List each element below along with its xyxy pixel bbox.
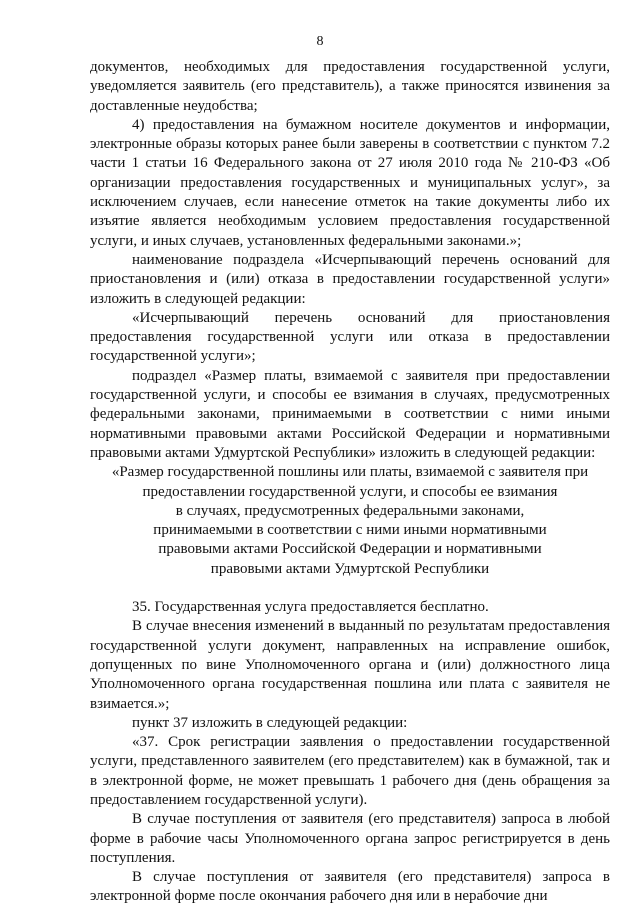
centered-heading-line: «Размер государственной пошлины или платы, взимаемой с заявителя при: [111, 464, 589, 481]
paragraph: подраздел «Размер платы, взимаемой с заявителя при предоставлении государственной услуги, и способы ее взимания в случаях, предусмотренных федеральными законами, принимаемыми в соответствии с ними иными нормативными правовыми актами Российской Федерации и нормативными правовыми актами Удмуртской Республики» изложить в следующей редакции:: [90, 367, 610, 461]
spacer: [90, 579, 610, 598]
page-number: 8: [316, 34, 324, 49]
document-body: [90, 58, 610, 907]
paragraph: «37. Срок регистрации заявления о предоставлении государственной услуги, представленного заявителем (его представителем) как в бумажной, так и в электронной форме, не может превышать 1 рабочего дня (день обращения за предоставлением государственной услуги).: [90, 734, 610, 808]
centered-heading-line: предоставлении государственной услуги, и способы ее взимания: [142, 483, 558, 500]
paragraph: 4) предоставления на бумажном носителе документов и информации, электронные образы которых ранее были заверены в соответствии с пунктом 7.2 части 1 статьи 16 Федерального закона от 27 июля 2010 года № 210-ФЗ «Об организации предоставления государственных и муниципальных услуг», за исключением случаев, если нанесение отметок на такие документы либо их изъятие является необходимым условием предоставления государственной услуги, и иных случаев, установленных федеральными законами.»;: [90, 116, 610, 249]
paragraph: «Исчерпывающий перечень оснований для приостановления предоставления государственной услуги или отказа в предоставлении государственной услуги»;: [90, 309, 610, 365]
centered-heading-line: принимаемыми в соответствии с ними иными нормативными: [153, 522, 547, 539]
paragraph: В случае внесения изменений в выданный по результатам предоставления государственной услуги документ, направленных на исправление ошибок, допущенных по вине Уполномоченного органа и (или) должностного лица Уполномоченного органа государственная пошлина или плата с заявителя не взимается.»;: [90, 618, 610, 712]
paragraph: пункт 37 изложить в следующей редакции:: [132, 714, 408, 731]
centered-heading-line: в случаях, предусмотренных федеральными законами,: [175, 502, 525, 519]
paragraph: 35. Государственная услуга предоставляется бесплатно.: [132, 599, 489, 616]
paragraph: наименование подраздела «Исчерпывающий перечень оснований для приостановления и (или) отказа в предоставлении государственной услуги» изложить в следующей редакции:: [90, 251, 610, 307]
paragraph: В случае поступления от заявителя (его представителя) запроса в любой форме в рабочие часы Уполномоченного органа запрос регистрируется в день поступления.: [90, 811, 610, 866]
paragraph: документов, необходимых для предоставления государственной услуги, уведомляется заявитель (его представитель), а также приносятся извинения за доставленные неудобства;: [90, 59, 610, 114]
paragraph: В случае поступления от заявителя (его представителя) запроса в электронной форме после окончания рабочего дня или в нерабочие дни: [90, 869, 610, 905]
centered-heading-line: правовыми актами Удмуртской Республики: [210, 560, 490, 577]
centered-heading-line: правовыми актами Российской Федерации и нормативными: [158, 541, 542, 558]
